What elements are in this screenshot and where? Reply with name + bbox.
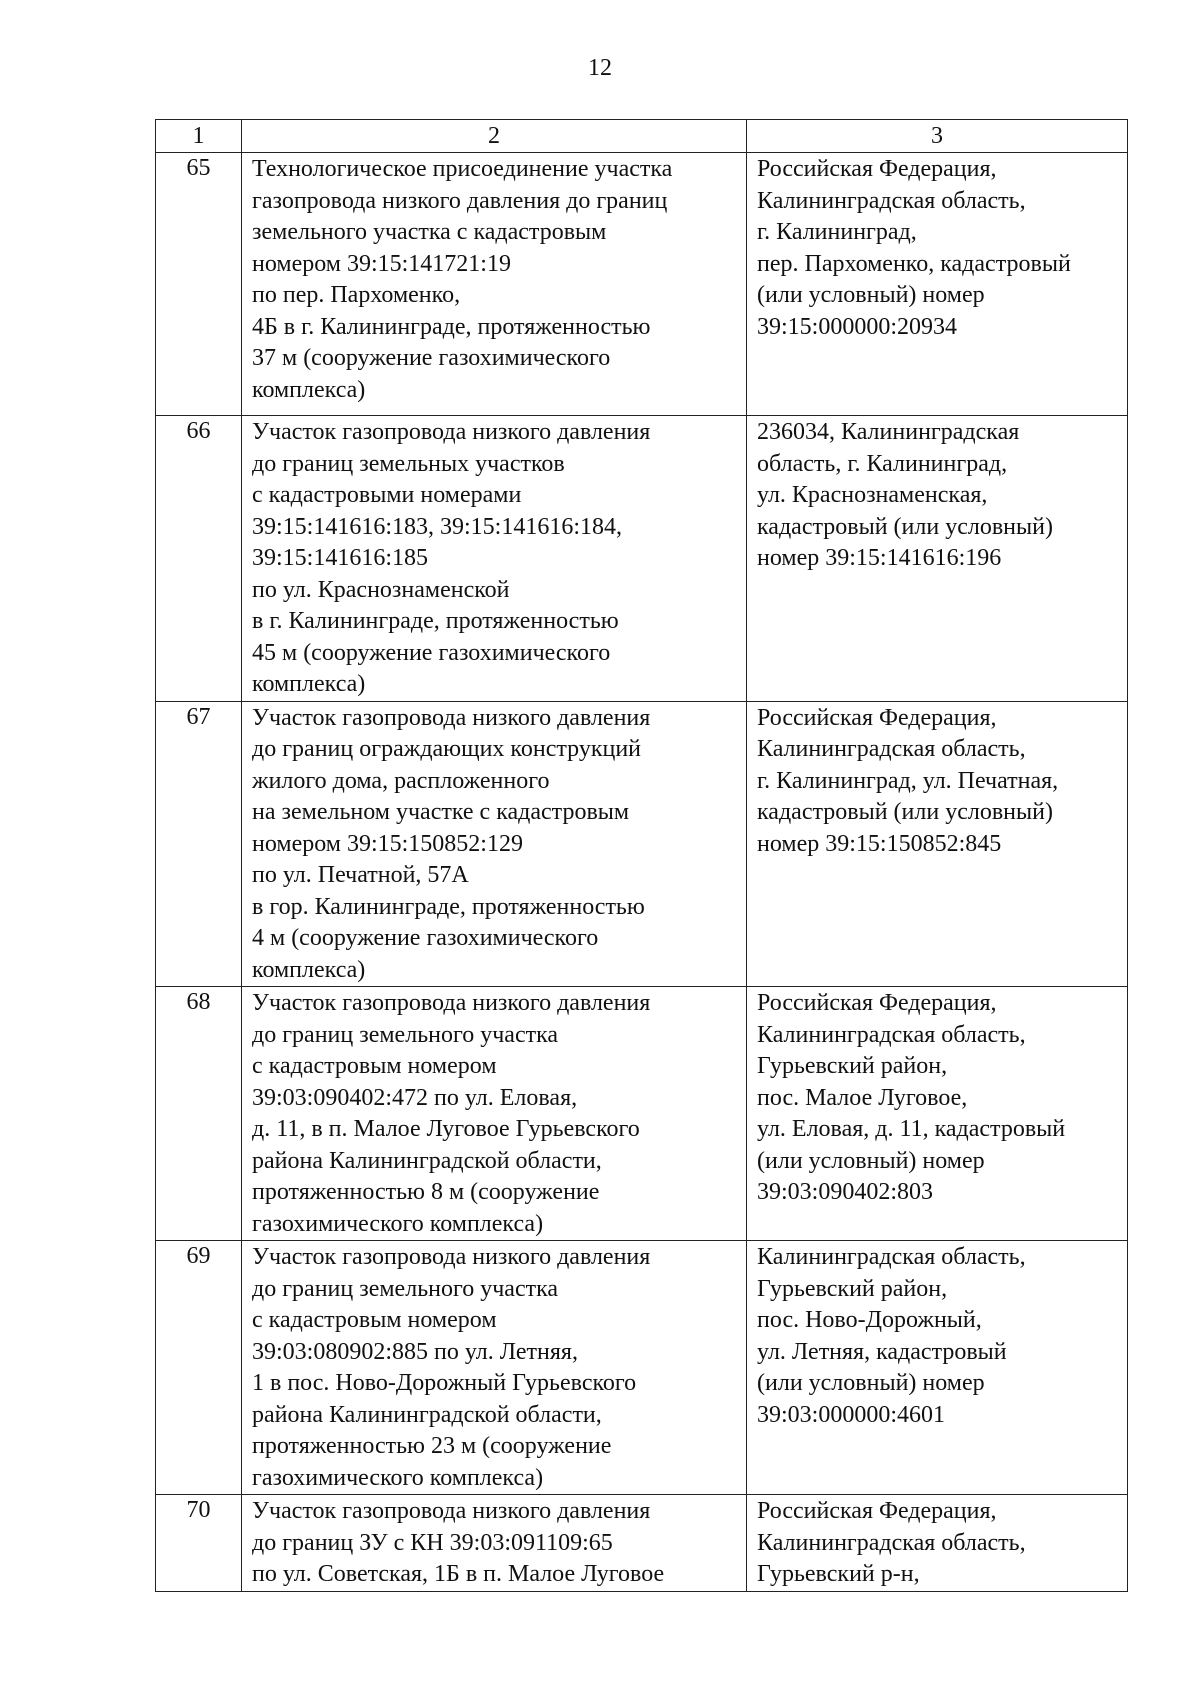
row-number-cell: 67 [156,701,242,987]
address-line: 236034, Калининградская [757,419,1020,445]
page-number: 12 [588,55,612,81]
address-line: 39:15:000000:20934 [757,313,958,340]
row-number-cell: 70 [156,1495,242,1592]
row-number-cell: 68 [156,987,242,1241]
address-line: Калининградская область, [757,736,1026,762]
description-line: с кадастровым номером [252,1053,497,1079]
description-line: по ул. Печатной, 57А [252,862,469,888]
description-line: газопровода низкого давления до границ [252,187,668,214]
object-description-cell [242,701,747,987]
address-line: 39:03:090402:803 [757,1179,934,1205]
address-line: Гурьевский район, [757,1275,948,1302]
address-line: ул. Летняя, кадастровый [757,1338,1007,1365]
table-row [156,416,1128,702]
column-header-address: 3 [747,120,1128,153]
description-line: до границ ограждающих конструкций [252,736,642,762]
description-line: Участок газопровода низкого давления [252,990,651,1016]
description-line: с кадастровым номером [252,1307,497,1333]
description-line: земельного участка с кадастровым [252,219,607,245]
address-line: кадастровый (или условный) [757,799,1053,825]
description-line: комплекса) [252,671,366,697]
table-row [156,1241,1128,1495]
description-line: 4 м (сооружение газохимического [252,925,599,951]
address-line: пос. Ново-Дорожный, [757,1307,982,1333]
object-description-cell [242,153,747,416]
object-address-cell [747,1241,1128,1495]
address-line: Калининградская область, [757,1244,1026,1270]
description-line: протяженностью 23 м (сооружение [252,1433,612,1459]
description-line: 39:03:080902:885 по ул. Летняя, [252,1338,578,1365]
address-line: пер. Пархоменко, кадастровый [757,250,1071,277]
description-line: газохимического комплекса) [252,1464,544,1491]
description-line: комплекса) [252,956,366,983]
address-line: г. Калининград, ул. Печатная, [757,767,1059,794]
description-line: Участок газопровода низкого давления [252,419,651,445]
address-line: Калининградская область, [757,1021,1026,1048]
description-line: 1 в пос. Ново-Дорожный Гурьевского [252,1370,637,1396]
description-line: 39:03:090402:472 по ул. Еловая, [252,1084,578,1111]
table-body [156,153,1128,1592]
description-line: д. 11, в п. Малое Луговое Гурьевского [252,1116,640,1142]
object-description-cell [242,987,747,1241]
row-number-cell: 69 [156,1241,242,1495]
address-line: Российская Федерация, [757,156,997,182]
description-line: района Калининградской области, [252,1401,602,1428]
address-line: ул. Еловая, д. 11, кадастровый [757,1116,1066,1142]
description-line: в г. Калининграде, протяженностью [252,608,619,634]
address-line: кадастровый (или условный) [757,513,1053,540]
address-line: область, г. Калининград, [757,450,1008,477]
address-line: пос. Малое Луговое, [757,1084,968,1111]
object-description-cell [242,416,747,702]
object-address-cell [747,701,1128,987]
address-line: Калининградская область, [757,1529,1026,1556]
description-line: жилого дома, распложенного [252,767,550,794]
row-number-cell: 66 [156,416,242,702]
address-line: Калининградская область, [757,187,1026,214]
description-line: по ул. Краснознаменской [252,576,510,603]
description-line: по пер. Пархоменко, [252,282,461,308]
table-row [156,701,1128,987]
description-line: номером 39:15:141721:19 [252,250,511,277]
description-line: до границ земельного участка [252,1275,559,1302]
object-address-cell [747,987,1128,1241]
table-row [156,153,1128,416]
object-address-cell [747,416,1128,702]
description-line: 37 м (сооружение газохимического [252,345,611,371]
description-line: до границ земельного участка [252,1021,559,1048]
description-line: 39:15:141616:185 [252,545,429,571]
description-line: на земельном участке с кадастровым [252,799,630,825]
address-line: Гурьевский район, [757,1053,948,1079]
row-number-cell: 65 [156,153,242,416]
table-header-row [156,120,1128,153]
address-line: ул. Краснознаменская, [757,482,988,508]
column-header-description: 2 [242,120,747,153]
address-line: (или условный) номер [757,1370,985,1396]
table-row [156,1495,1128,1592]
description-line: 4Б в г. Калининграде, протяженностью [252,313,651,340]
address-line: Российская Федерация, [757,990,997,1016]
description-line: Участок газопровода низкого давления [252,1244,651,1270]
description-line: до границ земельных участков [252,450,565,477]
description-line: 45 м (сооружение газохимического [252,639,611,666]
description-line: Участок газопровода низкого давления [252,1498,651,1524]
description-line: в гор. Калининграде, протяженностью [252,893,645,920]
object-address-cell [747,1495,1128,1592]
object-description-cell [242,1241,747,1495]
description-line: Технологическое присоединение участка [252,156,673,182]
column-header-number: 1 [156,120,242,153]
address-line: (или условный) номер [757,1147,985,1174]
address-line: номер 39:15:141616:196 [757,545,1002,571]
address-line: Российская Федерация, [757,1498,997,1524]
description-line: комплекса) [252,376,366,403]
object-address-cell [747,153,1128,416]
description-line: с кадастровыми номерами [252,482,522,508]
address-line: (или условный) номер [757,282,985,308]
description-line: газохимического комплекса) [252,1210,544,1237]
registry-table [155,119,1128,1592]
description-line: протяженностью 8 м (сооружение [252,1179,600,1205]
address-line: 39:03:000000:4601 [757,1401,946,1428]
description-line: номером 39:15:150852:129 [252,830,523,857]
table-row [156,987,1128,1241]
object-description-cell [242,1495,747,1592]
address-line: номер 39:15:150852:845 [757,830,1002,857]
description-line: 39:15:141616:183, 39:15:141616:184, [252,513,623,540]
address-line: Российская Федерация, [757,704,997,731]
description-line: до границ ЗУ с КН 39:03:091109:65 [252,1529,613,1556]
description-line: района Калининградской области, [252,1147,602,1174]
address-line: г. Калининград, [757,219,917,245]
description-line: Участок газопровода низкого давления [252,704,651,731]
description-line: по ул. Советская, 1Б в п. Малое Луговое [252,1561,665,1587]
address-line: Гурьевский р-н, [757,1561,920,1587]
